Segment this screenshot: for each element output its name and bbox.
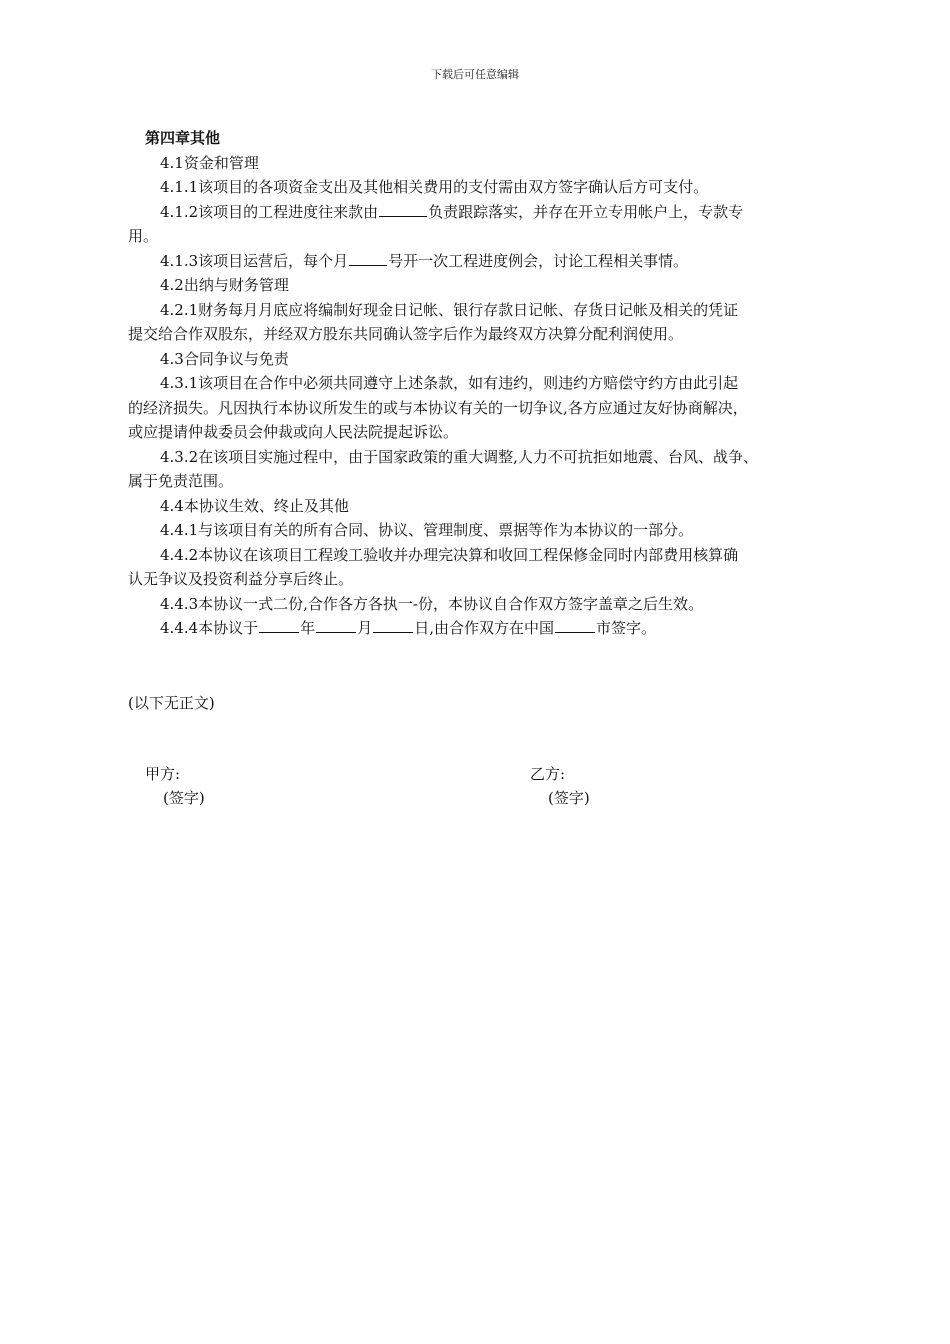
clause-4-2-1: 4.2.1财务每月月底应将编制好现金日记帐、银行存款日记帐、存货日记帐及相关的凭证 bbox=[160, 300, 739, 319]
party-a-signature: (签字) bbox=[163, 789, 205, 807]
fill-in-blank bbox=[259, 618, 299, 633]
clause-4-3-1: 4.3.1该项目在合作中必须共同遵守上述条款，如有违约，则违约方赔偿守约方由此引起 bbox=[160, 374, 739, 392]
party-b-block bbox=[530, 762, 590, 810]
clause-continuation: 认无争议及投资利益分享后终止。 bbox=[128, 570, 354, 588]
clause-text: 日,由合作双方在中国 bbox=[414, 619, 554, 637]
clause-text: 月 bbox=[357, 619, 373, 637]
clause-text: 4.1.2该项目的工程进度往来款由 bbox=[160, 202, 379, 221]
clause-4-1-1: 4.1.1该项目的各项资金支出及其他相关费用的支付需由双方签字确认后方可支付。 bbox=[160, 178, 709, 196]
clause-4-4-1: 4.4.1与该项目有关的所有合同、协议、管理制度、票据等作为本协议的一部分。 bbox=[160, 521, 694, 539]
party-a-label: 甲方: bbox=[145, 765, 181, 783]
clause-continuation: 的经济损失。凡因执行本协议所发生的或与本协议有关的一切争议,各方应通过友好协商解决， bbox=[128, 398, 748, 417]
clause-continuation: 提交给合作双股东，并经双方股东共同确认签字后作为最终双方决算分配利润使用。 bbox=[128, 325, 684, 343]
clause-4-4-4 bbox=[128, 616, 828, 641]
document-body bbox=[128, 126, 828, 641]
clause-text: 号开一次工程进度例会，讨论工程相关事情。 bbox=[388, 251, 689, 270]
fill-in-blank bbox=[379, 202, 427, 217]
party-a-block bbox=[145, 762, 205, 810]
party-b-label: 乙方: bbox=[530, 765, 566, 783]
fill-in-blank bbox=[349, 251, 387, 266]
section-heading: 4.3合同争议与免责 bbox=[160, 349, 289, 368]
clause-4-1-3 bbox=[128, 249, 828, 274]
clause-4-4-2: 4.4.2本协议在该项目工程竣工验收并办理完决算和收回工程保修金同时内部费用核算确 bbox=[160, 545, 739, 564]
end-note: (以下无正文) bbox=[128, 694, 215, 712]
clause-text: 年 bbox=[300, 619, 316, 637]
clause-4-3-2: 4.3.2在该项目实施过程中，由于国家政策的重大调整,人力不可抗拒如地震、台风、战争、 bbox=[160, 447, 758, 466]
clause-4-4-3: 4.4.3本协议一式二份,合作各方各执一-份，本协议自合作双方签字盖章之后生效。 bbox=[160, 594, 704, 613]
clause-text: 4.1.3该项目运营后，每个月 bbox=[160, 251, 349, 270]
clause-text: 市签字。 bbox=[595, 619, 656, 637]
fill-in-blank bbox=[373, 618, 413, 633]
party-b-signature: (签字) bbox=[548, 789, 590, 807]
clause-continuation: 属于免责范围。 bbox=[128, 472, 234, 490]
section-heading: 4.1资金和管理 bbox=[160, 153, 259, 172]
clause-4-1-2 bbox=[128, 200, 828, 225]
section-heading: 4.2出纳与财务管理 bbox=[160, 276, 289, 294]
chapter-title: 第四章其他 bbox=[145, 129, 221, 147]
clause-continuation: 或应提请仲裁委员会仲裁或向人民法院提起诉讼。 bbox=[128, 423, 459, 441]
clause-text: 4.4.4本协议于 bbox=[160, 619, 259, 637]
fill-in-blank bbox=[555, 618, 595, 633]
clause-text: 负责跟踪落实，并存在开立专用帐户上，专款专 bbox=[428, 202, 744, 221]
clause-continuation: 用。 bbox=[128, 227, 159, 245]
section-heading: 4.4本协议生效、终止及其他 bbox=[160, 496, 349, 515]
header-note: 下载后可任意编辑 bbox=[431, 68, 519, 81]
fill-in-blank bbox=[316, 618, 356, 633]
